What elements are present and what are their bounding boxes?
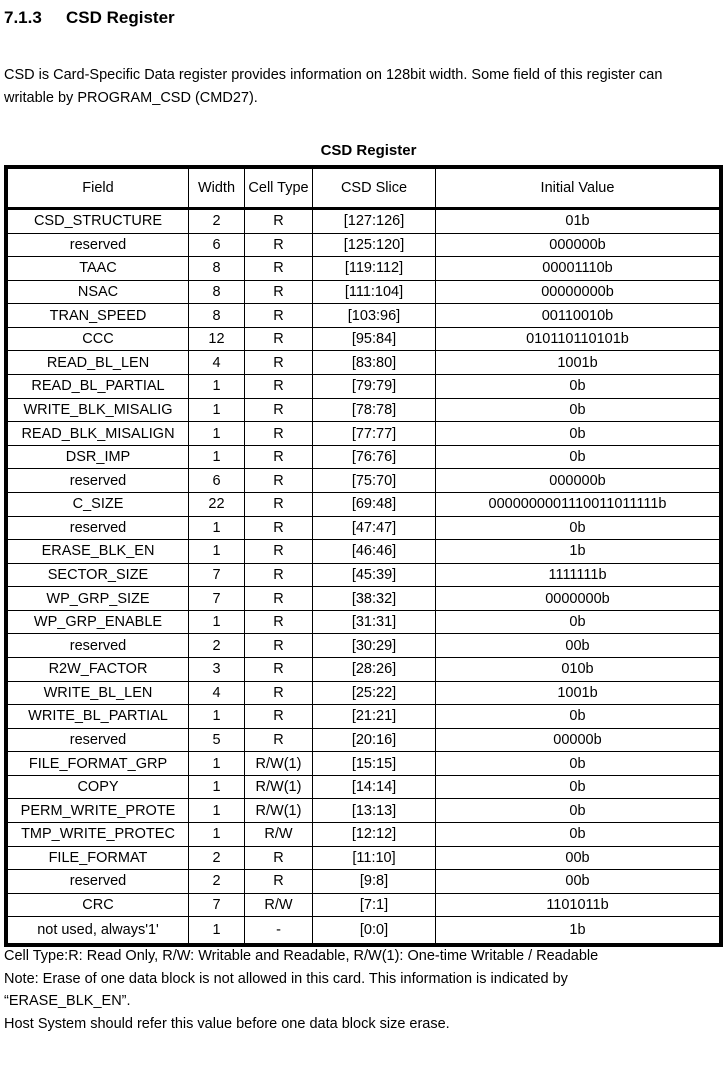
cell-type: R bbox=[245, 658, 313, 682]
cell-initial-value: 0b bbox=[436, 705, 720, 729]
cell-csd-slice: [11:10] bbox=[313, 846, 436, 870]
cell-width: 7 bbox=[189, 893, 245, 917]
cell-width: 8 bbox=[189, 304, 245, 328]
cell-type: - bbox=[245, 917, 313, 944]
cell-csd-slice: [12:12] bbox=[313, 823, 436, 847]
cell-initial-value: 0b bbox=[436, 398, 720, 422]
cell-csd-slice: [111:104] bbox=[313, 280, 436, 304]
cell-width: 8 bbox=[189, 280, 245, 304]
cell-width: 12 bbox=[189, 327, 245, 351]
erase-note: Note: Erase of one data block is not allowed in this card. This information is indicated by bbox=[4, 970, 568, 987]
cell-csd-slice: [83:80] bbox=[313, 351, 436, 375]
table-row bbox=[8, 752, 720, 776]
cell-width: 4 bbox=[189, 351, 245, 375]
cell-width: 1 bbox=[189, 516, 245, 540]
cell-field: reserved bbox=[8, 516, 189, 540]
cell-field: SECTOR_SIZE bbox=[8, 563, 189, 587]
cell-type: R/W(1) bbox=[245, 799, 313, 823]
cell-width: 2 bbox=[189, 634, 245, 658]
cell-csd-slice: [45:39] bbox=[313, 563, 436, 587]
intro-line: writable by PROGRAM_CSD (CMD27). bbox=[4, 90, 258, 106]
table-row bbox=[8, 705, 720, 729]
cell-type-legend: Cell Type:R: Read Only, R/W: Writable and Readable, R/W(1): One-time Writable / Readable bbox=[4, 948, 599, 964]
table-row bbox=[8, 799, 720, 823]
cell-type: R/W(1) bbox=[245, 752, 313, 776]
cell-initial-value: 00b bbox=[436, 634, 720, 658]
table-header-row bbox=[8, 169, 720, 209]
cell-width: 7 bbox=[189, 587, 245, 611]
cell-initial-value: 0b bbox=[436, 422, 720, 446]
table-row bbox=[8, 870, 720, 894]
cell-type: R bbox=[245, 540, 313, 564]
csd-register-table bbox=[7, 168, 720, 944]
cell-field: FILE_FORMAT_GRP bbox=[8, 752, 189, 776]
table-row bbox=[8, 304, 720, 328]
table-row bbox=[8, 823, 720, 847]
header-initial-value: Initial Value bbox=[436, 169, 720, 209]
cell-width: 1 bbox=[189, 775, 245, 799]
cell-type: R bbox=[245, 681, 313, 705]
cell-field: READ_BL_PARTIAL bbox=[8, 375, 189, 399]
cell-field: reserved bbox=[8, 728, 189, 752]
cell-field: READ_BL_LEN bbox=[8, 351, 189, 375]
cell-csd-slice: [78:78] bbox=[313, 398, 436, 422]
cell-initial-value: 0b bbox=[436, 375, 720, 399]
cell-initial-value: 0000000b bbox=[436, 587, 720, 611]
intro-line: CSD is Card-Specific Data register provides information on 128bit width. Some field of this register can bbox=[4, 67, 663, 83]
table-row bbox=[8, 681, 720, 705]
section-title: CSD Register bbox=[66, 8, 175, 27]
cell-width: 4 bbox=[189, 681, 245, 705]
cell-type: R bbox=[245, 280, 313, 304]
table-row bbox=[8, 398, 720, 422]
cell-initial-value: 0b bbox=[436, 610, 720, 634]
cell-initial-value: 000000b bbox=[436, 469, 720, 493]
cell-type: R bbox=[245, 610, 313, 634]
cell-initial-value: 1001b bbox=[436, 681, 720, 705]
host-system-note: Host System should refer this value before one data block size erase. bbox=[4, 1015, 450, 1032]
cell-type: R bbox=[245, 705, 313, 729]
cell-csd-slice: [119:112] bbox=[313, 257, 436, 281]
cell-csd-slice: [103:96] bbox=[313, 304, 436, 328]
header-cell-type: Cell Type bbox=[245, 169, 313, 209]
table-row bbox=[8, 846, 720, 870]
cell-type: R bbox=[245, 587, 313, 611]
cell-initial-value: 00000000b bbox=[436, 280, 720, 304]
cell-field: reserved bbox=[8, 469, 189, 493]
cell-width: 22 bbox=[189, 492, 245, 516]
cell-csd-slice: [20:16] bbox=[313, 728, 436, 752]
cell-width: 1 bbox=[189, 422, 245, 446]
cell-initial-value: 00b bbox=[436, 846, 720, 870]
cell-width: 6 bbox=[189, 233, 245, 257]
cell-csd-slice: [46:46] bbox=[313, 540, 436, 564]
cell-type: R bbox=[245, 375, 313, 399]
cell-csd-slice: [77:77] bbox=[313, 422, 436, 446]
cell-field: READ_BLK_MISALIGN bbox=[8, 422, 189, 446]
cell-width: 1 bbox=[189, 540, 245, 564]
cell-initial-value: 1b bbox=[436, 540, 720, 564]
cell-width: 1 bbox=[189, 799, 245, 823]
table-row bbox=[8, 375, 720, 399]
cell-type: R bbox=[245, 469, 313, 493]
table-row bbox=[8, 233, 720, 257]
table-row bbox=[8, 540, 720, 564]
cell-type: R bbox=[245, 422, 313, 446]
cell-field: WP_GRP_ENABLE bbox=[8, 610, 189, 634]
cell-csd-slice: [25:22] bbox=[313, 681, 436, 705]
cell-type: R bbox=[245, 233, 313, 257]
cell-width: 1 bbox=[189, 445, 245, 469]
cell-type: R bbox=[245, 846, 313, 870]
cell-width: 3 bbox=[189, 658, 245, 682]
cell-field: C_SIZE bbox=[8, 492, 189, 516]
cell-field: CCC bbox=[8, 327, 189, 351]
cell-field: reserved bbox=[8, 870, 189, 894]
table-body bbox=[8, 209, 720, 944]
cell-initial-value: 0000000001110011011111b bbox=[436, 492, 720, 516]
cell-field: CSD_STRUCTURE bbox=[8, 209, 189, 234]
cell-field: TRAN_SPEED bbox=[8, 304, 189, 328]
cell-initial-value: 00b bbox=[436, 870, 720, 894]
table-caption: CSD Register bbox=[320, 142, 417, 159]
cell-field: PERM_WRITE_PROTE bbox=[8, 799, 189, 823]
cell-initial-value: 00110010b bbox=[436, 304, 720, 328]
cell-type: R/W bbox=[245, 823, 313, 847]
table-row bbox=[8, 893, 720, 917]
table-row bbox=[8, 327, 720, 351]
cell-width: 1 bbox=[189, 610, 245, 634]
erase-note-continued: “ERASE_BLK_EN”. bbox=[4, 993, 131, 1009]
cell-initial-value: 0b bbox=[436, 445, 720, 469]
table-row bbox=[8, 563, 720, 587]
cell-field: COPY bbox=[8, 775, 189, 799]
cell-field: TAAC bbox=[8, 257, 189, 281]
cell-field: WRITE_BLK_MISALIG bbox=[8, 398, 189, 422]
cell-type: R bbox=[245, 209, 313, 234]
cell-width: 2 bbox=[189, 870, 245, 894]
cell-csd-slice: [79:79] bbox=[313, 375, 436, 399]
cell-csd-slice: [125:120] bbox=[313, 233, 436, 257]
cell-field: reserved bbox=[8, 634, 189, 658]
cell-csd-slice: [47:47] bbox=[313, 516, 436, 540]
table-row bbox=[8, 775, 720, 799]
cell-type: R bbox=[245, 728, 313, 752]
cell-field: reserved bbox=[8, 233, 189, 257]
cell-width: 6 bbox=[189, 469, 245, 493]
cell-initial-value: 1001b bbox=[436, 351, 720, 375]
cell-field: not used, always'1' bbox=[8, 917, 189, 944]
table-row bbox=[8, 728, 720, 752]
cell-field: NSAC bbox=[8, 280, 189, 304]
header-width: Width bbox=[189, 169, 245, 209]
cell-csd-slice: [31:31] bbox=[313, 610, 436, 634]
cell-type: R bbox=[245, 516, 313, 540]
cell-type: R bbox=[245, 398, 313, 422]
table-row bbox=[8, 492, 720, 516]
cell-csd-slice: [21:21] bbox=[313, 705, 436, 729]
cell-field: FILE_FORMAT bbox=[8, 846, 189, 870]
cell-csd-slice: [9:8] bbox=[313, 870, 436, 894]
cell-type: R/W(1) bbox=[245, 775, 313, 799]
cell-csd-slice: [14:14] bbox=[313, 775, 436, 799]
cell-csd-slice: [15:15] bbox=[313, 752, 436, 776]
cell-width: 1 bbox=[189, 823, 245, 847]
cell-initial-value: 1101011b bbox=[436, 893, 720, 917]
header-field: Field bbox=[8, 169, 189, 209]
cell-csd-slice: [69:48] bbox=[313, 492, 436, 516]
table-row bbox=[8, 257, 720, 281]
cell-field: CRC bbox=[8, 893, 189, 917]
cell-csd-slice: [0:0] bbox=[313, 917, 436, 944]
cell-csd-slice: [7:1] bbox=[313, 893, 436, 917]
cell-width: 2 bbox=[189, 209, 245, 234]
cell-initial-value: 00000b bbox=[436, 728, 720, 752]
cell-csd-slice: [38:32] bbox=[313, 587, 436, 611]
cell-width: 1 bbox=[189, 375, 245, 399]
cell-initial-value: 010b bbox=[436, 658, 720, 682]
cell-field: WRITE_BL_LEN bbox=[8, 681, 189, 705]
header-csd-slice: CSD Slice bbox=[313, 169, 436, 209]
cell-type: R/W bbox=[245, 893, 313, 917]
table-row bbox=[8, 917, 720, 944]
csd-register-table-frame bbox=[4, 165, 723, 947]
cell-width: 1 bbox=[189, 752, 245, 776]
cell-initial-value: 01b bbox=[436, 209, 720, 234]
cell-type: R bbox=[245, 327, 313, 351]
table-row bbox=[8, 610, 720, 634]
cell-type: R bbox=[245, 445, 313, 469]
cell-csd-slice: [13:13] bbox=[313, 799, 436, 823]
table-row bbox=[8, 469, 720, 493]
table-row bbox=[8, 280, 720, 304]
cell-width: 1 bbox=[189, 398, 245, 422]
cell-field: TMP_WRITE_PROTEC bbox=[8, 823, 189, 847]
table-row bbox=[8, 516, 720, 540]
cell-initial-value: 1b bbox=[436, 917, 720, 944]
cell-width: 7 bbox=[189, 563, 245, 587]
intro-paragraph bbox=[4, 64, 724, 110]
cell-type: R bbox=[245, 304, 313, 328]
cell-field: DSR_IMP bbox=[8, 445, 189, 469]
table-row bbox=[8, 634, 720, 658]
cell-type: R bbox=[245, 492, 313, 516]
cell-csd-slice: [30:29] bbox=[313, 634, 436, 658]
cell-field: WP_GRP_SIZE bbox=[8, 587, 189, 611]
cell-width: 2 bbox=[189, 846, 245, 870]
cell-width: 5 bbox=[189, 728, 245, 752]
cell-csd-slice: [76:76] bbox=[313, 445, 436, 469]
cell-initial-value: 0b bbox=[436, 823, 720, 847]
table-row bbox=[8, 445, 720, 469]
cell-initial-value: 000000b bbox=[436, 233, 720, 257]
cell-type: R bbox=[245, 634, 313, 658]
cell-initial-value: 1111111b bbox=[436, 563, 720, 587]
cell-csd-slice: [95:84] bbox=[313, 327, 436, 351]
cell-type: R bbox=[245, 870, 313, 894]
table-notes bbox=[4, 945, 724, 1035]
cell-type: R bbox=[245, 257, 313, 281]
cell-type: R bbox=[245, 351, 313, 375]
table-row bbox=[8, 209, 720, 234]
cell-field: WRITE_BL_PARTIAL bbox=[8, 705, 189, 729]
cell-width: 1 bbox=[189, 917, 245, 944]
table-row bbox=[8, 351, 720, 375]
cell-initial-value: 0b bbox=[436, 775, 720, 799]
cell-type: R bbox=[245, 563, 313, 587]
cell-field: ERASE_BLK_EN bbox=[8, 540, 189, 564]
cell-width: 8 bbox=[189, 257, 245, 281]
cell-initial-value: 00001110b bbox=[436, 257, 720, 281]
cell-csd-slice: [127:126] bbox=[313, 209, 436, 234]
cell-initial-value: 010110110101b bbox=[436, 327, 720, 351]
cell-initial-value: 0b bbox=[436, 752, 720, 776]
cell-width: 1 bbox=[189, 705, 245, 729]
cell-initial-value: 0b bbox=[436, 516, 720, 540]
section-number: 7.1.3 bbox=[4, 8, 42, 27]
table-row bbox=[8, 587, 720, 611]
table-row bbox=[8, 658, 720, 682]
cell-initial-value: 0b bbox=[436, 799, 720, 823]
cell-csd-slice: [75:70] bbox=[313, 469, 436, 493]
table-row bbox=[8, 422, 720, 446]
cell-field: R2W_FACTOR bbox=[8, 658, 189, 682]
section-heading bbox=[4, 8, 175, 28]
cell-csd-slice: [28:26] bbox=[313, 658, 436, 682]
